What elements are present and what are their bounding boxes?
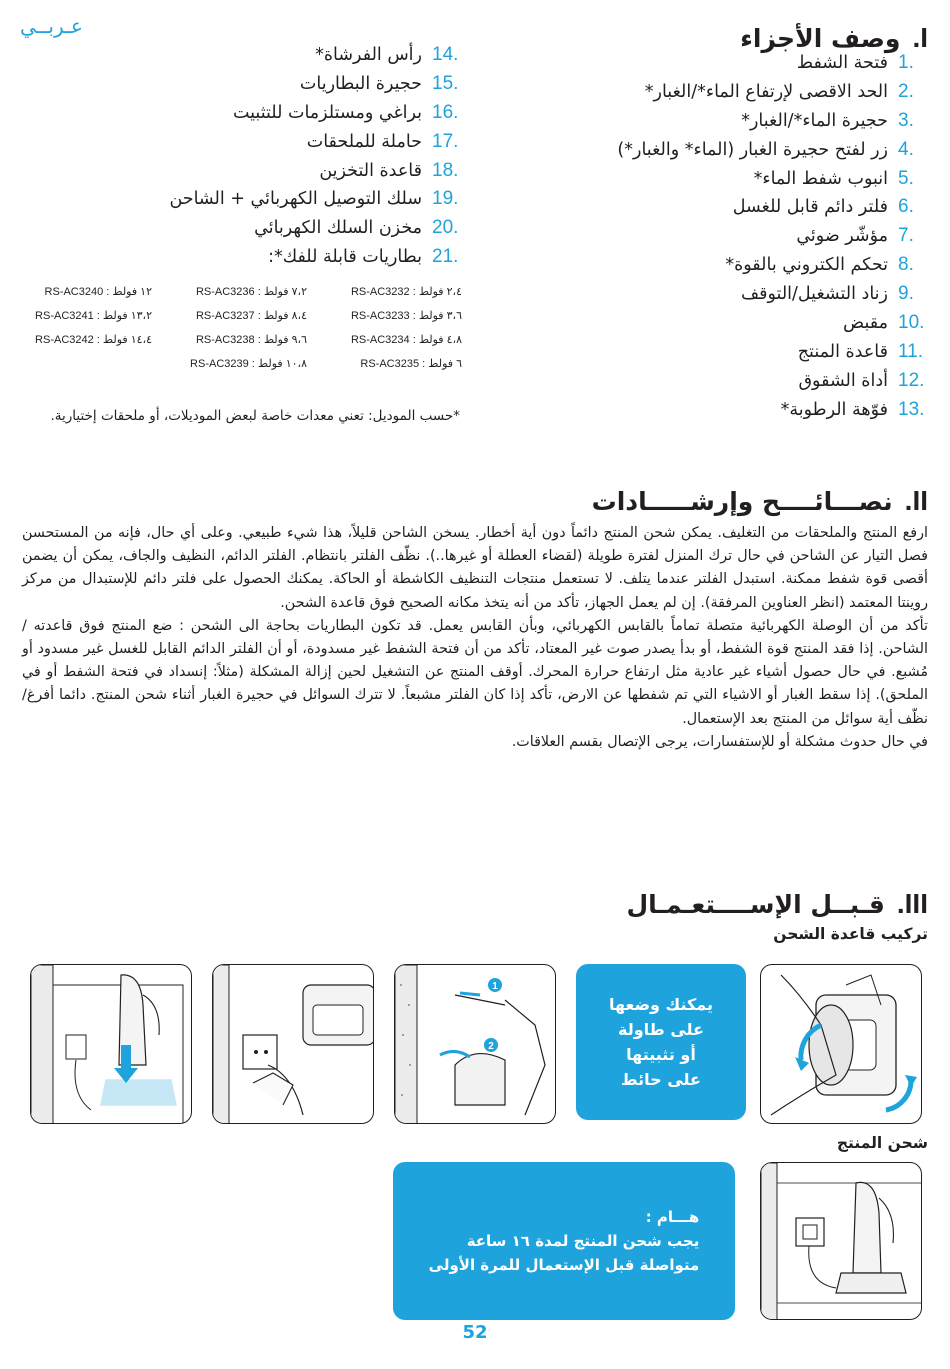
part-number: 3. [898,109,914,131]
part-item [598,254,928,283]
part-number: 11. [898,340,924,362]
part-item [598,139,928,168]
model-cell: ١٠،٨ فولط : RS-AC3239 [190,358,307,370]
important-notice-text [429,1205,700,1277]
tips-text [22,522,928,754]
footnote: *حسب الموديل: تعني معدات خاصة لبعض الموديلات، أو ملحقات إختيارية. [50,408,460,424]
tips-paragraph-3: في حال حدوث مشكلة أو للإستفسارات، يرجى الإتصال بقسم العلاقات. [511,733,928,750]
part-number: 8. [898,254,914,276]
part-label: الحد الاقصى لإرتفاع الماء*/الغبار* [644,81,888,102]
part-label: زر لفتح حجيرة الغبار (الماء* والغبار*) [617,139,888,160]
part-number: 19. [432,188,459,210]
part-item [598,168,928,197]
part-number: 16. [432,101,459,123]
part-label: سلك التوصيل الكهربائي + الشاحن [169,189,422,210]
mount-options-text [609,992,713,1092]
part-number: 15. [432,72,459,94]
important-line-1: يجب شحن المنتج لمدة ١٦ ساعة [466,1232,700,1250]
part-item [598,312,928,341]
part-item [598,399,928,428]
tips-paragraph-2: تأكد من أن الوصلة الكهربائية متصلة تماماً بالقابس الكهربائي، وبأن القابس يعمل. قد تكون البطاريات بحاجة الى الشحن : ضع المنتج فوق قاعدته / الشاحن. إذا فقد المنتج قوة الشفط، أو بدأ يصدر صوت غير المعتاد، تأكد من أن فتحة الشفط غير مسدودة، أو أن الفلتر الدائم القابل للغسل غير مسدود أو مُشبع. في حال حصول أشياء غير عادية مثل ارتفاع حرارة المحرك. أوقف المنتج عن التشغيل لحين إزالة المشكلة (مثلاً: إنسداد في فتحة الشفط أو في الملحق). إذا سقط الغبار أو الاشياء التي تم شفطها عن الارض، تأكد إذا كان الفلتر مشبعاً. لا تترك السوائل في حجيرة الغبار أثناء شحن المنتج. دائما أفرغ/نظّف أية سوائل من المنتج بعد الإستعمال. [22,617,928,727]
model-cell: ١٤،٤ فولط : RS-AC3242 [35,334,152,346]
illustration-charge-product [760,1162,922,1320]
part-item [22,102,462,131]
model-row [22,333,462,357]
wall-screw-drawing [395,965,556,1124]
part-item [22,246,462,275]
mount-option-line-3: أو تثبيتها [626,1045,696,1064]
part-label: انبوب شفط الماء* [753,168,888,189]
section-3-number: III. [896,888,928,919]
part-label: رأس الفرشاة* [315,45,422,65]
model-cell: ٢،٤ فولط : RS-AC3232 [350,286,462,298]
part-number: 14. [432,44,459,65]
section-2-title: نصـــائــــح وإرشـــــادات [591,487,893,516]
parts-list-left [22,44,462,275]
section-3-title: قـبــل الإســــتعـمـال [626,890,885,919]
part-item [598,341,928,370]
place-product-drawing [31,965,192,1124]
model-cell: ١٢ فولط : RS-AC3240 [44,286,152,298]
part-label: أداة الشقوق [798,370,888,391]
page-number: 52 [462,1322,488,1343]
part-item [22,73,462,102]
illustration-place-product [30,964,192,1124]
part-item [22,188,462,217]
illustration-base-plug [212,964,374,1124]
part-label: قاعدة المنتج [797,341,888,362]
base-plug-drawing [213,965,374,1124]
charge-product-drawing [761,1163,922,1320]
part-number: 10. [898,312,925,334]
part-number: 7. [898,225,914,247]
important-notice-box [393,1162,735,1320]
part-item [22,44,462,73]
model-cell: ٣،٦ فولط : RS-AC3233 [350,310,462,322]
model-cell: ٧،٢ فولط : RS-AC3236 [195,286,307,298]
part-item [598,225,928,254]
part-item [598,110,928,139]
part-number: 9. [898,283,914,305]
part-label: مخزن السلك الكهربائي [254,218,422,239]
step-2-label: 2 [488,1041,494,1052]
part-label: مؤشّر ضوئي [796,226,888,247]
tips-paragraph-1: ارفع المنتج والملحقات من التغليف. يمكن شحن المنتج دائماً دون أية أخطار. يسخن الشاحن قليلاً، هذا شيء طبيعي. وعلى أي حال، فإنه من المستحسن فصل التيار عن الشاحن في حال ترك المنزل لفترة طويلة (لقضاء العطلة أو غيرها..). نظّف الفلتر بانتظام. الفلتر الدائم، النظيف والجاف، يمكن أن يضمن أقصى قوة شفط ممكنة. استبدل الفلتر عندما يتلف. لا تستعمل منتجات التنظيف الكاشطة أو الحاكة. يمكنك الحصول على فلتر دائم للإستبدال من مركز روينتا المعتمد (انظر العناوين المرفقة). إن لم يعمل الجهاز، تأكد من أنه يتخذ مكانه الصحيح فوق قاعدة الشحن. [22,525,928,611]
part-label: حجيرة البطاريات [299,73,422,94]
parts-list-right [598,52,928,428]
step-1-label: 1 [492,981,498,992]
mount-rotate-drawing [761,965,922,1124]
illustration-mount-rotate [760,964,922,1124]
mount-base-subheading: تركيب قاعدة الشحن [773,925,928,943]
part-item [598,283,928,312]
model-cell: ٤،٨ فولط : RS-AC3234 [350,334,462,346]
part-label: براغي ومستلزمات للتثبيت [232,102,422,123]
part-label: قاعدة التخزين [319,160,422,181]
part-item [598,81,928,110]
part-item [22,217,462,246]
part-label: حجيرة الماء*/الغبار* [741,110,888,131]
mount-option-line-4: على حائط [621,1070,701,1089]
mount-option-line-2: على طاولة [618,1020,704,1039]
mount-option-line-1: يمكنك وضعها [608,995,714,1014]
part-item [598,52,928,81]
illustration-wall-screw [394,964,556,1124]
part-number: 1. [898,52,914,73]
section-1-heading [740,22,928,54]
part-number: 12. [898,369,925,391]
part-label: بطاريات قابلة للفك*: [268,247,422,268]
model-row [22,357,462,381]
section-1-number: I. [912,22,928,53]
section-1-title: وصف الأجزاء [740,24,901,53]
part-number: 20. [432,217,459,239]
part-label: مقبض [843,313,888,334]
language-label: عـربــي [20,14,83,38]
part-number: 6. [898,196,914,218]
part-item [22,160,462,189]
part-number: 5. [898,167,914,189]
part-label: فتحة الشفط [796,53,888,73]
model-row [22,285,462,309]
part-label: تحكم الكتروني بالقوة* [725,255,888,276]
section-2-number: II. [904,485,928,516]
model-cell: ١٣،٢ فولط : RS-AC3241 [35,310,152,322]
part-label: زناد التشغيل/التوقف [741,284,888,305]
charge-product-subheading: شحن المنتج [836,1134,928,1152]
part-item [598,196,928,225]
model-cell: ٦ فولط : RS-AC3235 [360,358,462,370]
part-number: 4. [898,138,914,160]
model-row [22,309,462,333]
part-label: فلتر دائم قابل للغسل [732,197,888,218]
part-number: 13. [898,398,925,420]
section-3-heading [626,888,928,920]
important-title: هـــام : [645,1208,700,1226]
part-number: 21. [432,246,459,268]
part-number: 2. [898,80,914,102]
part-number: 18. [432,159,459,181]
model-cell: ٩،٦ فولط : RS-AC3238 [195,334,307,346]
model-cell: ٨،٤ فولط : RS-AC3237 [195,310,307,322]
mount-options-box [576,964,746,1120]
part-item [598,370,928,399]
part-label: فوّهة الرطوبة* [780,399,888,420]
part-item [22,131,462,160]
section-2-heading [592,485,928,517]
important-line-2: متواصلة قبل الإستعمال للمرة الأولى [428,1256,700,1274]
part-number: 17. [432,130,459,152]
part-label: حاملة للملحقات [306,131,422,152]
